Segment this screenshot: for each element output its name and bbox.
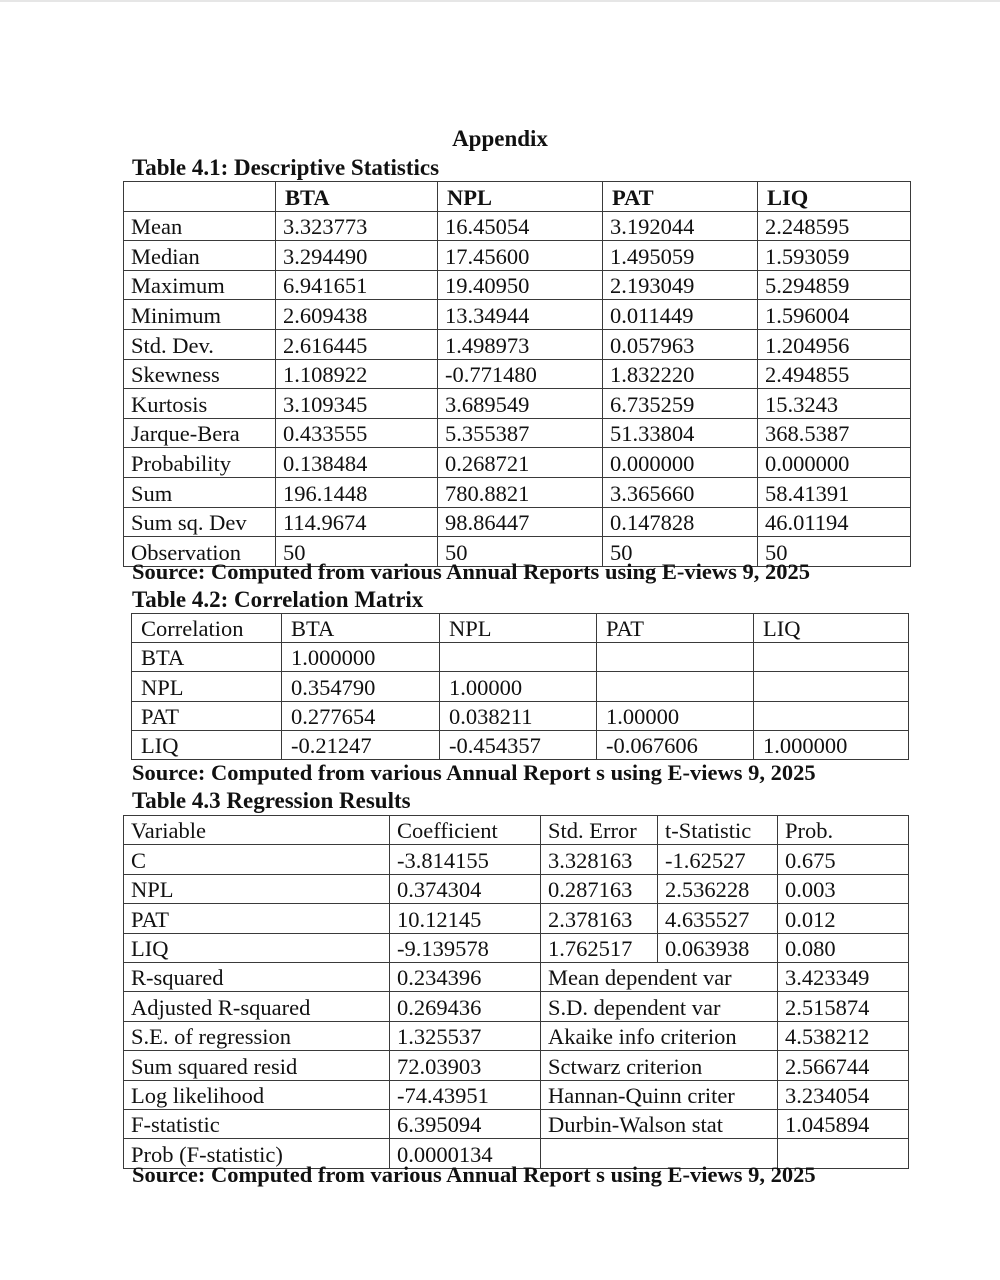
table-row [124,507,911,537]
table-cell: 17.45600 [438,241,603,271]
stats-row [124,1109,909,1138]
table-cell: -3.814155 [390,845,541,874]
row-label: Jarque-Bera [124,418,276,448]
table-cell: 3.365660 [603,477,758,507]
table-4-1-source: Source: Computed from various Annual Reports using E-views 9, 2025 [132,559,810,584]
stats-row [124,992,909,1021]
table-cell: 6.735259 [603,389,758,419]
stat-label: Hannan-Quinn criter [541,1080,778,1109]
header-cell: BTA [276,182,438,212]
table-row [124,359,911,389]
table-cell: 2.248595 [758,211,911,241]
stat-value: 0.0000134 [390,1139,541,1168]
table-cell: 50 [758,537,911,567]
table-cell [754,672,909,701]
row-label: PAT [124,904,390,933]
table-cell: 2.616445 [276,329,438,359]
table-cell: -9.139578 [390,933,541,962]
table-cell: 2.536228 [658,874,778,903]
table-row [132,701,909,730]
table-cell: 1.00000 [597,701,754,730]
table-4-1-caption: Table 4.1: Descriptive Statistics [132,155,440,180]
table-cell: 19.40950 [438,270,603,300]
stat-label: Prob (F-statistic) [124,1139,390,1168]
table-cell: 50 [276,537,438,567]
header-cell: Std. Error [541,816,658,845]
stat-value: 3.234054 [778,1080,909,1109]
table-cell: 50 [603,537,758,567]
table-row [124,241,911,271]
row-label: Sum sq. Dev [124,507,276,537]
header-cell: t-Statistic [658,816,778,845]
table-cell: 2.378163 [541,904,658,933]
table-cell: 58.41391 [758,477,911,507]
table-cell: 1.832220 [603,359,758,389]
stat-value: -74.43951 [390,1080,541,1109]
stats-row [124,962,909,991]
table-cell: 10.12145 [390,904,541,933]
table-cell: 1.00000 [440,672,597,701]
table-cell [440,643,597,672]
table-cell: -0.067606 [597,730,754,759]
table-cell: 1.498973 [438,329,603,359]
stat-label: Sum squared resid [124,1051,390,1080]
stat-label: Adjusted R-squared [124,992,390,1021]
header-cell [124,182,276,212]
table-4-2-caption: Table 4.2: Correlation Matrix [132,587,424,612]
table-cell: 5.294859 [758,270,911,300]
table-cell: 15.3243 [758,389,911,419]
table-row [124,270,911,300]
stat-label: Akaike info criterion [541,1021,778,1050]
stat-value: 1.325537 [390,1021,541,1050]
table-cell: 0.287163 [541,874,658,903]
table-cell [597,672,754,701]
row-label: Minimum [124,300,276,330]
table-cell: 2.609438 [276,300,438,330]
table-header-row [132,614,909,643]
table-row [124,211,911,241]
table-cell: 0.277654 [282,701,440,730]
table-cell: 1.593059 [758,241,911,271]
row-label: Maximum [124,270,276,300]
table-row [124,448,911,478]
table-cell: 3.328163 [541,845,658,874]
table-cell: 3.109345 [276,389,438,419]
header-cell: Coefficient [390,816,541,845]
stat-label: S.D. dependent var [541,992,778,1021]
table-cell: 46.01194 [758,507,911,537]
table-cell: 0.354790 [282,672,440,701]
table-cell: 3.689549 [438,389,603,419]
stat-value: 72.03903 [390,1051,541,1080]
header-cell: BTA [282,614,440,643]
table-cell [754,701,909,730]
table-cell: 0.063938 [658,933,778,962]
table-cell: 1.000000 [282,643,440,672]
row-label: Median [124,241,276,271]
stat-label: R-squared [124,962,390,991]
row-label: NPL [132,672,282,701]
table-cell: 1.108922 [276,359,438,389]
table-cell: 0.080 [778,933,909,962]
stat-value: 0.269436 [390,992,541,1021]
stat-label: S.E. of regression [124,1021,390,1050]
table-cell: 0.374304 [390,874,541,903]
table-cell: 1.495059 [603,241,758,271]
stat-label: Sctwarz criterion [541,1051,778,1080]
row-label: Std. Dev. [124,329,276,359]
row-label: PAT [132,701,282,730]
table-cell: 50 [438,537,603,567]
table-cell: 1.000000 [754,730,909,759]
table-cell: 0.003 [778,874,909,903]
header-cell: LIQ [754,614,909,643]
stats-row [124,1080,909,1109]
stats-row [124,1051,909,1080]
table-cell: 4.635527 [658,904,778,933]
stat-value: 2.566744 [778,1051,909,1080]
table-cell: 0.057963 [603,329,758,359]
table-cell: 0.000000 [603,448,758,478]
table-cell: 0.138484 [276,448,438,478]
table-row [124,389,911,419]
table-4-2-source: Source: Computed from various Annual Report s using E-views 9, 2025 [132,760,816,785]
table-row [124,329,911,359]
table-row [124,300,911,330]
table-cell: 0.433555 [276,418,438,448]
table-cell: 98.86447 [438,507,603,537]
table-cell: 368.5387 [758,418,911,448]
descriptive-statistics-table [123,181,911,567]
row-label: LIQ [124,933,390,962]
table-cell: 1.596004 [758,300,911,330]
correlation-matrix-table [131,613,909,760]
stat-label: Durbin-Walson stat [541,1109,778,1138]
row-label: Kurtosis [124,389,276,419]
row-label: LIQ [132,730,282,759]
table-cell: 114.9674 [276,507,438,537]
row-label: Sum [124,477,276,507]
table-cell: 16.45054 [438,211,603,241]
table-4-3-source: Source: Computed from various Annual Report s using E-views 9, 2025 [132,1162,816,1187]
appendix-heading: Appendix [452,126,548,151]
table-cell: -1.62527 [658,845,778,874]
stat-label: Mean dependent var [541,962,778,991]
header-cell: Variable [124,816,390,845]
table-cell: -0.21247 [282,730,440,759]
table-cell: 3.294490 [276,241,438,271]
table-cell: 1.204956 [758,329,911,359]
table-row [132,730,909,759]
table-cell: 0.147828 [603,507,758,537]
header-cell: PAT [603,182,758,212]
stat-value: 2.515874 [778,992,909,1021]
header-cell: NPL [440,614,597,643]
table-cell: 0.012 [778,904,909,933]
row-label: NPL [124,874,390,903]
table-cell: 3.323773 [276,211,438,241]
stat-value: 3.423349 [778,962,909,991]
table-cell: -0.771480 [438,359,603,389]
stats-row [124,1021,909,1050]
table-cell: 2.193049 [603,270,758,300]
table-cell: 196.1448 [276,477,438,507]
stat-value: 6.395094 [390,1109,541,1138]
row-label: Probability [124,448,276,478]
row-label: Mean [124,211,276,241]
table-cell: 6.941651 [276,270,438,300]
row-label: C [124,845,390,874]
table-cell: 3.192044 [603,211,758,241]
table-header-row [124,816,909,845]
table-cell [754,643,909,672]
table-cell: 13.34944 [438,300,603,330]
table-row [124,418,911,448]
table-row [124,933,909,962]
table-row [124,874,909,903]
table-row [124,904,909,933]
table-cell: 780.8821 [438,477,603,507]
regression-results-table [123,815,909,1169]
table-cell: 2.494855 [758,359,911,389]
table-cell: 0.000000 [758,448,911,478]
row-label: Observation [124,537,276,567]
table-cell: 0.675 [778,845,909,874]
table-cell: 5.355387 [438,418,603,448]
row-label: BTA [132,643,282,672]
table-4-3-caption: Table 4.3 Regression Results [132,788,411,813]
row-label: Skewness [124,359,276,389]
table-cell: 51.33804 [603,418,758,448]
table-cell: 0.268721 [438,448,603,478]
table-cell: 0.038211 [440,701,597,730]
table-cell: 1.762517 [541,933,658,962]
stat-value: 0.234396 [390,962,541,991]
table-cell [597,643,754,672]
stat-label: Log likelihood [124,1080,390,1109]
table-row [124,477,911,507]
stat-value: 4.538212 [778,1021,909,1050]
stat-value: 1.045894 [778,1109,909,1138]
header-cell: Correlation [132,614,282,643]
table-cell: 0.011449 [603,300,758,330]
header-cell: NPL [438,182,603,212]
table-header-row [124,182,911,212]
table-row [132,643,909,672]
header-cell: Prob. [778,816,909,845]
table-row [132,672,909,701]
header-cell: PAT [597,614,754,643]
header-cell: LIQ [758,182,911,212]
stat-label: F-statistic [124,1109,390,1138]
table-cell: -0.454357 [440,730,597,759]
table-row [124,845,909,874]
